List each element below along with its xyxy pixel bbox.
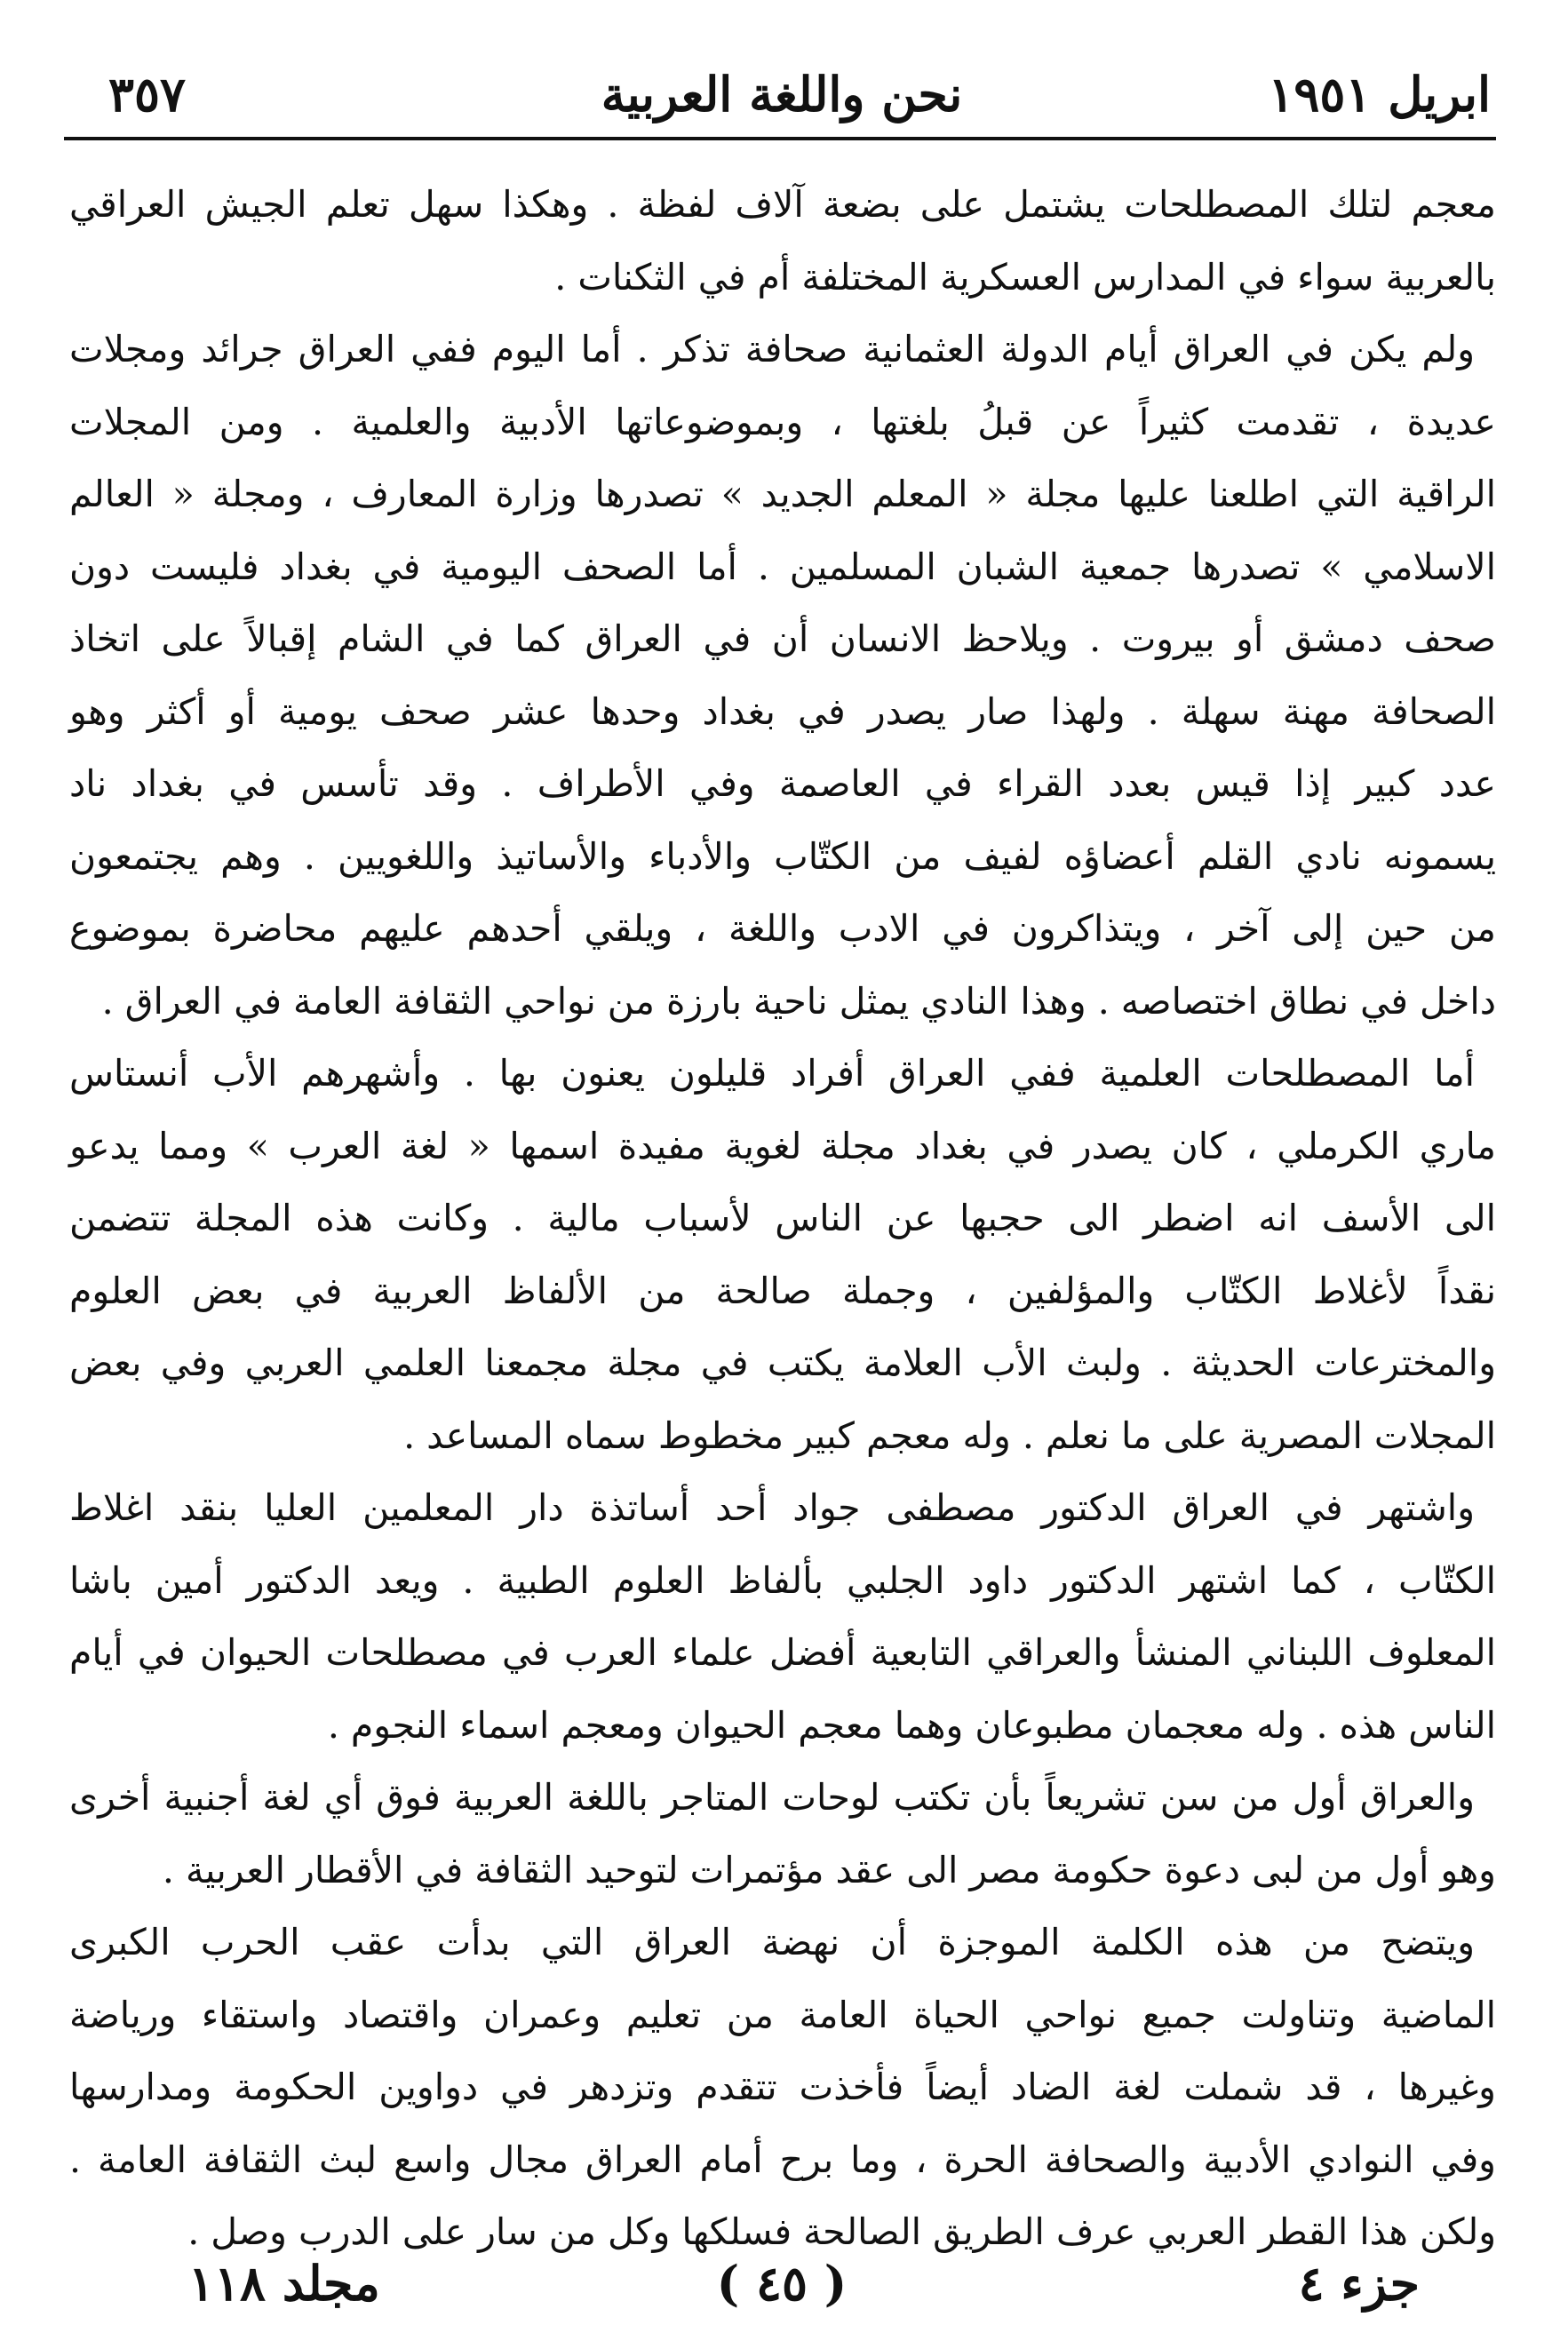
text-line: والعراق أول من سن تشريعاً بأن تكتب لوحات المتاجر باللغة العربية فوق أي لغة أجنبية أخرى xyxy=(69,1776,1475,1819)
running-header xyxy=(73,57,1491,131)
header-rule xyxy=(64,137,1496,140)
text-line: والمخترعات الحديثة . ولبث الأب العلامة يكتب في مجلة مجمعنا العلمي العربي وفي بعض xyxy=(69,1342,1496,1384)
paragraph xyxy=(69,1762,1496,1907)
text-line: واشتهر في العراق الدكتور مصطفى جواد أحد أساتذة دار المعلمين العليا بنقد اغلاط xyxy=(69,1486,1475,1529)
text-line: عديدة ، تقدمت كثيراً عن قبلُ بلغتها ، وبموضوعاتها الأدبية والعلمية . ومن المجلات xyxy=(69,400,1496,443)
text-line: الراقية التي اطلعنا عليها مجلة « المعلم الجديد » تصدرها وزارة المعارف ، ومجلة « العالم xyxy=(69,473,1496,515)
text-line: نقداً لأغلاط الكتّاب والمؤلفين ، وجملة صالحة من الألفاظ العربية في بعض العلوم xyxy=(69,1269,1496,1312)
footer-part: جزء ٤ xyxy=(1298,2255,1420,2312)
text-line: المجلات المصرية على ما نعلم . وله معجم كبير مخطوط سماه المساعد . xyxy=(403,1413,1496,1457)
text-line: الاسلامي » تصدرها جمعية الشبان المسلمين . أما الصحف اليومية في بغداد فليست دون xyxy=(69,545,1496,588)
text-line: المعلوف اللبناني المنشأ والعراقي التابعية أفضل علماء العرب في مصطلحات الحيوان في أيام xyxy=(69,1631,1496,1674)
text-line: الماضية وتناولت جميع نواحي الحياة العامة من تعليم وعمران واقتصاد واستقاء ورياضة xyxy=(69,1993,1496,2036)
text-line: ولكن هذا القطر العربي عرف الطريق الصالحة فسلكها وكل من سار على الدرب وصل . xyxy=(187,2210,1496,2253)
text-line: الناس هذه . وله معجمان مطبوعان وهما معجم الحيوان ومعجم اسماء النجوم . xyxy=(327,1703,1496,1747)
article-body xyxy=(69,169,1496,2269)
footer-issue-number: ( ٤٥ ) xyxy=(716,2255,848,2312)
text-line: وفي النوادي الأدبية والصحافة الحرة ، وما برح أمام العراق مجال واسع لبث الثقافة العامة . xyxy=(69,2138,1496,2181)
header-date: ابريل ١٩٥١ xyxy=(1268,66,1491,123)
paragraph xyxy=(69,1472,1496,1762)
header-title: نحن واللغة العربية xyxy=(601,66,963,123)
text-line: صحف دمشق أو بيروت . ويلاحظ الانسان أن في العراق كما في الشام إقبالاً على اتخاذ xyxy=(69,617,1496,660)
page-footer xyxy=(73,2248,1491,2319)
text-line: الى الأسف انه اضطر الى حجبها عن الناس لأسباب مالية . وكانت هذه المجلة تتضمن xyxy=(69,1197,1496,1239)
paragraph xyxy=(69,1038,1496,1472)
text-line: يسمونه نادي القلم أعضاؤه لفيف من الكتّاب والأدباء والأساتيذ واللغويين . وهم يجتمعون xyxy=(69,834,1496,878)
footer-volume: مجلد ١١٨ xyxy=(188,2255,380,2312)
text-line: وهو أول من لبى دعوة حكومة مصر الى عقد مؤتمرات لتوحيد الثقافة في الأقطار العربية . xyxy=(162,1848,1496,1891)
paragraph xyxy=(69,169,1496,314)
text-line: الصحافة مهنة سهلة . ولهذا صار يصدر في بغداد وحدها عشر صحف يومية أو أكثر وهو xyxy=(69,689,1496,733)
text-line: الكتّاب ، كما اشتهر الدكتور داود الجلبي بألفاظ العلوم الطبية . ويعد الدكتور أمين باشا xyxy=(69,1558,1496,1602)
text-line: داخل في نطاق اختصاصه . وهذا النادي يمثل ناحية بارزة من نواحي الثقافة العامة في العراق . xyxy=(101,979,1496,1023)
text-line: عدد كبير إذا قيس بعدد القراء في العاصمة وفي الأطراف . وقد تأسس في بغداد ناد xyxy=(69,762,1496,805)
text-line: معجم لتلك المصطلحات يشتمل على بضعة آلاف لفظة . وهكذا سهل تعلم الجيش العراقي xyxy=(69,183,1496,226)
text-line: ولم يكن في العراق أيام الدولة العثمانية صحافة تذكر . أما اليوم ففي العراق جرائد ومجلات xyxy=(69,328,1475,370)
paragraph xyxy=(69,314,1496,1038)
text-line: من حين إلى آخر ، ويتذاكرون في الادب واللغة ، ويلقي أحدهم عليهم محاضرة بموضوع xyxy=(69,907,1496,950)
text-line: أما المصطلحات العلمية ففي العراق أفراد قليلون يعنون بها . وأشهرهم الأب أنستاس xyxy=(69,1052,1475,1095)
page-number: ٣٥٧ xyxy=(108,66,187,123)
text-line: ويتضح من هذه الكلمة الموجزة أن نهضة العراق التي بدأت عقب الحرب الكبرى xyxy=(69,1921,1475,1963)
text-line: ماري الكرملي ، كان يصدر في بغداد مجلة لغوية مفيدة اسمها « لغة العرب » ومما يدعو xyxy=(69,1124,1496,1167)
text-line: بالعربية سواء في المدارس العسكرية المختلفة أم في الثكنات . xyxy=(554,255,1496,299)
text-line: وغيرها ، قد شملت لغة الضاد أيضاً فأخذت تتقدم وتزدهر في دواوين الحكومة ومدارسها xyxy=(69,2066,1496,2108)
paragraph xyxy=(69,1907,1496,2269)
